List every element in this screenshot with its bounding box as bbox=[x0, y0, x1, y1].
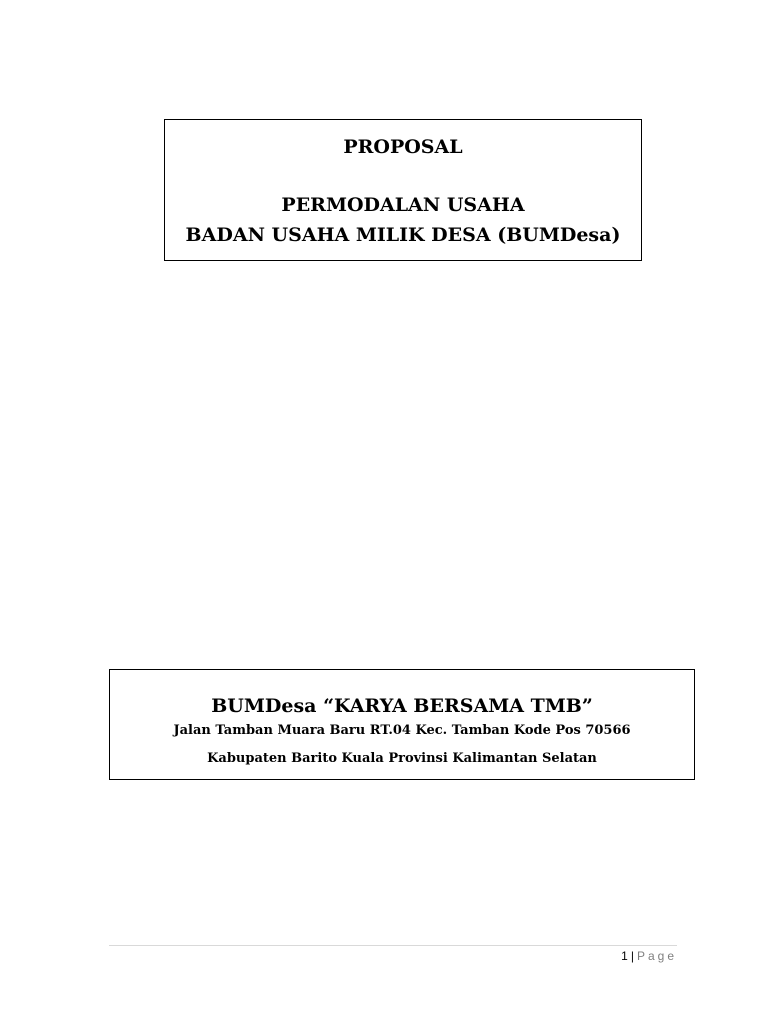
organization-name: BUMDesa “KARYA BERSAMA TMB” bbox=[211, 695, 593, 717]
organization-region: Kabupaten Barito Kuala Provinsi Kalimantan Selatan bbox=[207, 751, 597, 766]
page-label: Page bbox=[636, 949, 677, 963]
organization-box bbox=[109, 669, 695, 780]
document-type-heading: PROPOSAL bbox=[343, 136, 463, 158]
proposal-entity-heading: BADAN USAHA MILIK DESA (BUMDesa) bbox=[185, 224, 621, 246]
footer-separator: | bbox=[630, 949, 634, 963]
page-footer bbox=[621, 948, 677, 964]
proposal-subject-heading: PERMODALAN USAHA bbox=[281, 194, 525, 216]
footer-divider bbox=[109, 945, 677, 946]
page-number: 1 bbox=[621, 949, 628, 963]
organization-address: Jalan Tamban Muara Baru RT.04 Kec. Tamban Kode Pos 70566 bbox=[173, 723, 631, 738]
title-box bbox=[164, 119, 642, 261]
